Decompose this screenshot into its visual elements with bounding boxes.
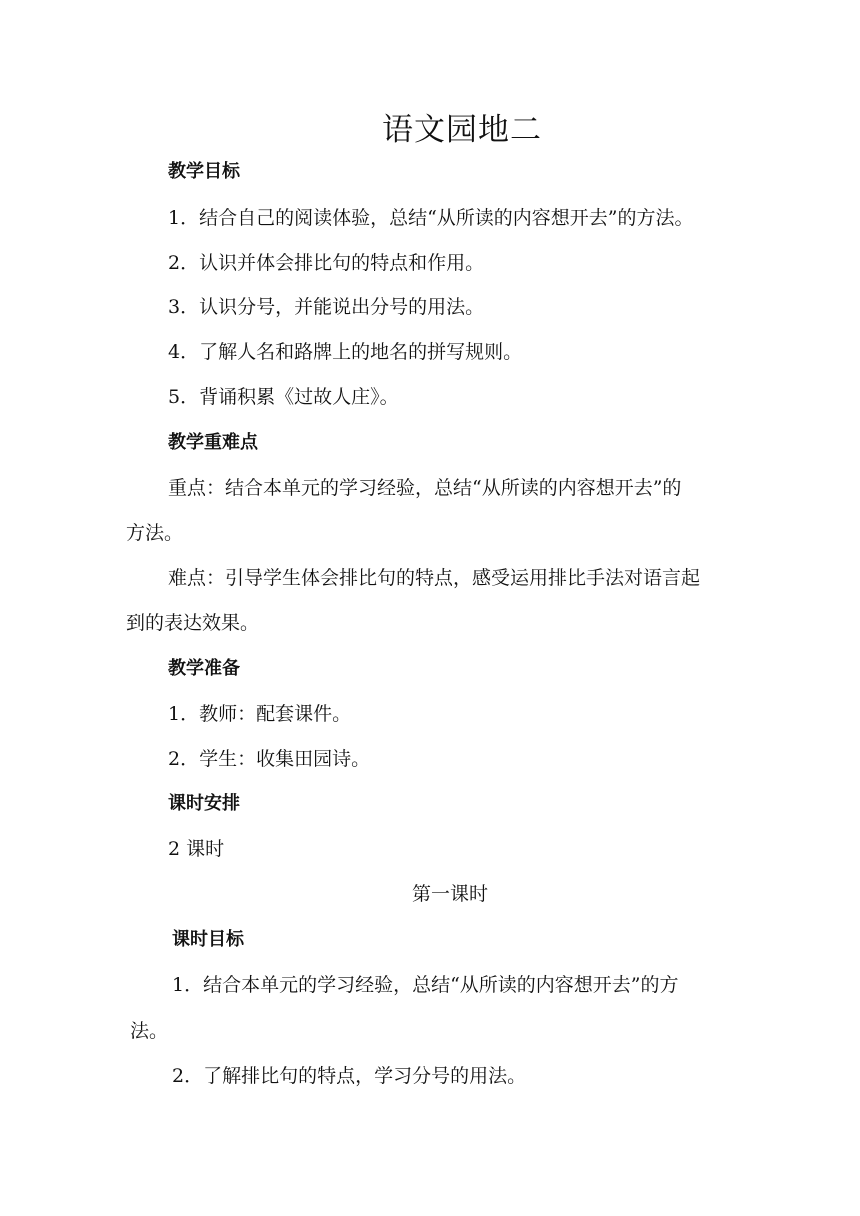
lesson-goal-2: 2．了解排比句的特点，学习分号的用法。 [172,1065,527,1087]
goal-item-1: 1．结合自己的阅读体验，总结“从所读的内容想开去”的方法。 [168,207,694,229]
goals-heading: 教学目标 [168,161,240,182]
lesson-heading: 第一课时 [411,883,488,905]
lesson-goal-1-line-2: 法。 [130,1020,169,1042]
page-title: 语文园地二 [382,112,542,148]
key-points-heading: 教学重难点 [168,432,258,453]
goal-item-5: 5．背诵积累《过故人庄》。 [168,386,399,408]
preparation-heading: 教学准备 [168,658,240,679]
key-point-line-1: 重点：结合本单元的学习经验，总结“从所读的内容想开去”的 [168,477,682,499]
key-point-line-2: 方法。 [126,522,184,544]
preparation-item-1: 1．教师：配套课件。 [168,703,352,725]
difficulty-line-1: 难点：引导学生体会排比句的特点，感受运用排比手法对语言起 [168,567,701,589]
schedule-heading: 课时安排 [168,793,240,814]
goal-item-3: 3．认识分号，并能说出分号的用法。 [168,296,485,318]
lesson-goals-heading: 课时目标 [172,929,244,950]
schedule-value: 2 课时 [168,838,225,860]
goal-item-4: 4．了解人名和路牌上的地名的拼写规则。 [168,341,523,363]
goal-item-2: 2．认识并体会排比句的特点和作用。 [168,252,485,274]
lesson-goal-1-line-1: 1．结合本单元的学习经验，总结“从所读的内容想开去”的方 [172,974,679,996]
preparation-item-2: 2．学生：收集田园诗。 [168,748,371,770]
difficulty-line-2: 到的表达效果。 [126,612,260,634]
